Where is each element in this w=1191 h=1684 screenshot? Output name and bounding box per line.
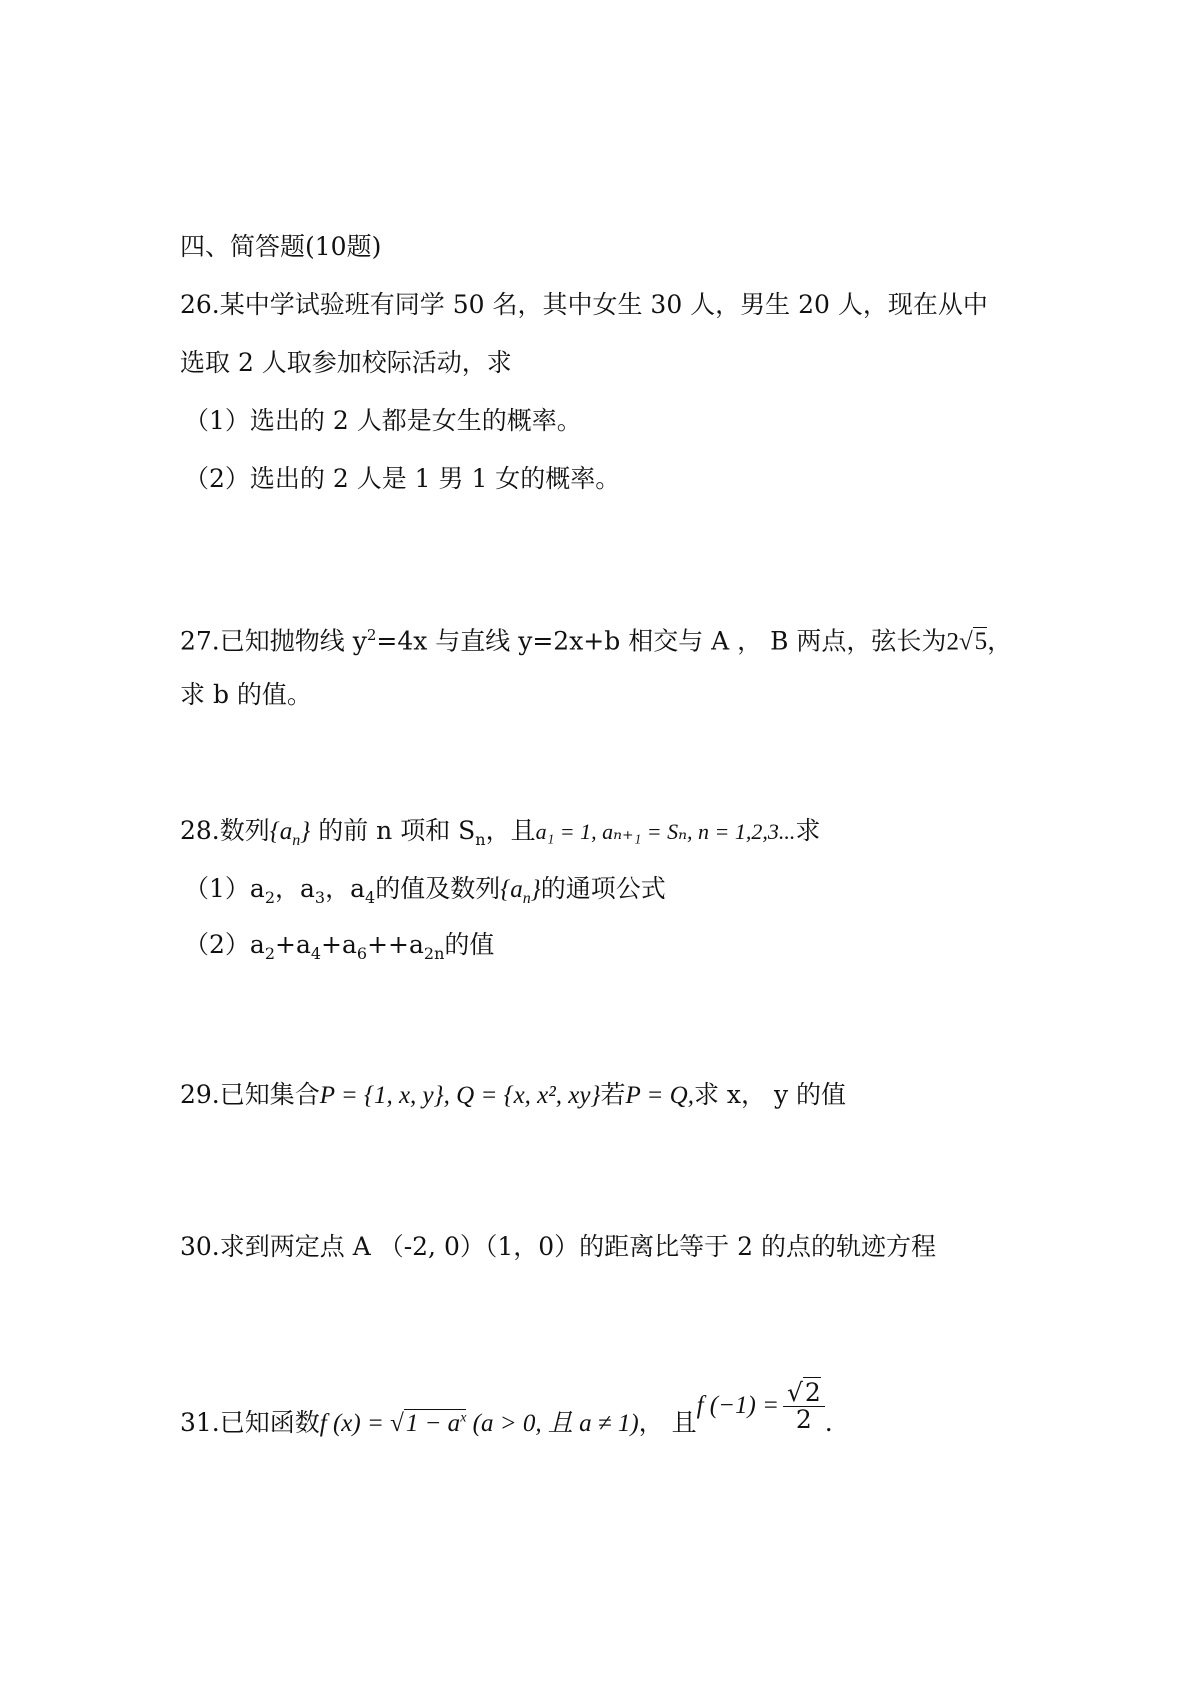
q28-end: 求 <box>795 816 821 845</box>
q31-end: . <box>824 1408 833 1437</box>
q29-ruo: 若 <box>600 1080 626 1109</box>
p2-m1: +a <box>275 930 311 959</box>
q27-end: ， <box>987 626 1013 656</box>
p1-prefix: （1）a <box>184 874 265 903</box>
chord-rad: 5 <box>974 628 988 656</box>
p2-prefix: （2）a <box>184 930 265 959</box>
sequence-symbol <box>269 818 311 849</box>
seq-open-2: {a <box>500 876 523 903</box>
question-28-part1 <box>184 874 666 914</box>
f-def: f (x) = <box>319 1410 391 1437</box>
fraction <box>783 1380 825 1433</box>
question-29 <box>180 1080 846 1111</box>
radicand <box>404 1409 467 1437</box>
p2-m3: ++a <box>367 930 424 959</box>
question-27-line2: 求 b 的值。 <box>180 680 312 709</box>
q28-prefix: 28.数列 <box>180 816 270 845</box>
q31-prefix: 31.已知函数 <box>180 1408 320 1437</box>
p1-sub3: 3 <box>314 888 326 907</box>
p1-m1: ，a <box>275 874 315 903</box>
q27-middle: =4x 与直线 y=2x+b 相交与 A ， B 两点，弦长为 <box>376 626 947 656</box>
q31-mid: ， 且 <box>638 1408 697 1437</box>
radicand-text: 1 − a <box>405 1410 461 1437</box>
p2-sub4: 4 <box>310 944 322 963</box>
question-26-part1: （1）选出的 2 人都是女生的概率。 <box>184 406 582 435</box>
question-31 <box>180 1378 833 1451</box>
p2-sub6: 6 <box>356 944 368 963</box>
p2-sub2n: 2n <box>423 944 445 963</box>
sequence-symbol-2 <box>500 876 541 907</box>
num-rad: 2 <box>804 1378 821 1407</box>
p2-end: 的值 <box>444 930 495 959</box>
q29-end: 求 x， y 的值 <box>693 1080 847 1109</box>
function-formula <box>320 1409 639 1437</box>
question-30: 30.求到两定点 A （-2, 0）（1，0）的距离比等于 2 的点的轨迹方程 <box>180 1232 936 1261</box>
question-26-line1: 26.某中学试验班有同学 50 名，其中女生 30 人，男生 20 人，现在从中 <box>180 290 988 319</box>
set-formula: P = {1, x, y}, Q = {x, x², xy} <box>319 1082 601 1109</box>
f-value: f (−1) = <box>696 1392 779 1419</box>
sn-sub: n <box>475 830 486 849</box>
p1-sub2: 2 <box>264 888 275 907</box>
section-title: 四、简答题(10题) <box>180 232 382 261</box>
p2-sub2: 2 <box>264 944 275 963</box>
question-28-part2 <box>184 930 494 969</box>
q28-mid: 的前 n 项和 S <box>318 816 476 845</box>
p1-sub4: 4 <box>365 888 376 907</box>
p1-m2: ，a <box>325 874 365 903</box>
seq-open: {a <box>269 818 293 845</box>
seq-close-2: } <box>530 876 541 903</box>
chord-coef: 2 <box>946 628 959 656</box>
seq-sub: n <box>292 832 301 849</box>
p2-m2: +a <box>321 930 357 959</box>
fraction-numerator: √2 <box>783 1380 825 1407</box>
question-26-part2: （2）选出的 2 人是 1 男 1 女的概率。 <box>184 464 621 493</box>
p1-end: 的通项公式 <box>540 874 666 903</box>
chord-length-formula: 2√5 <box>946 628 988 656</box>
f-cond: (a > 0, 且 a ≠ 1) <box>466 1410 639 1437</box>
q29-prefix: 29.已知集合 <box>180 1080 320 1109</box>
question-27-line1 <box>180 620 1012 657</box>
seq-sub-2: n <box>522 890 531 907</box>
q27-sup: 2 <box>366 626 377 644</box>
set-equality: P = Q, <box>625 1082 694 1109</box>
seq-close: } <box>300 818 311 845</box>
question-26-line2: 选取 2 人取参加校际活动，求 <box>180 348 512 377</box>
recurrence-formula: a₁ = 1, aₙ₊₁ = Sₙ, n = 1,2,3... <box>535 819 796 844</box>
q27-prefix: 27.已知抛物线 y <box>180 626 367 656</box>
q28-mid2: ，且 <box>485 816 536 845</box>
question-28-line1 <box>180 816 820 856</box>
sqrt-sign: √ <box>390 1410 404 1437</box>
p1-m3: 的值及数列 <box>375 874 501 903</box>
radicand-exp: x <box>460 1410 467 1426</box>
fraction-denominator: 2 <box>795 1405 812 1434</box>
